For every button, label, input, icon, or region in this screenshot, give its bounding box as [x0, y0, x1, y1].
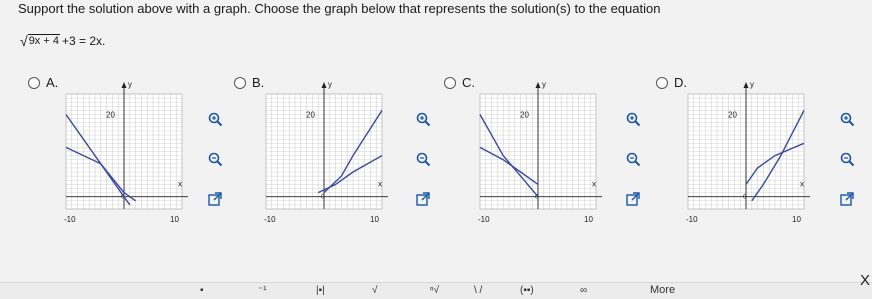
- bottom-toolbar: [0, 282, 872, 299]
- more-button[interactable]: More: [650, 284, 676, 296]
- option-label-c: C.: [462, 75, 475, 90]
- radicand: 9x + 4: [28, 35, 59, 47]
- graph-tools-b: [414, 110, 432, 208]
- zoom-in-icon[interactable]: [624, 110, 642, 128]
- y-axis-arrow-icon: [122, 82, 127, 88]
- x-tick-min-label: -10: [686, 215, 698, 224]
- popout-icon[interactable]: [838, 190, 856, 208]
- zoom-in-icon[interactable]: [838, 110, 856, 128]
- y-tick-label: 20: [306, 110, 315, 120]
- radio-c[interactable]: [444, 77, 456, 89]
- graph-a: [62, 80, 192, 234]
- option-label-d: D.: [674, 75, 687, 90]
- option-b[interactable]: [234, 75, 264, 90]
- zoom-out-icon[interactable]: [624, 150, 642, 168]
- zoom-out-icon[interactable]: [414, 150, 432, 168]
- math-tool-8[interactable]: ∞: [580, 285, 588, 296]
- origin-label: 0: [743, 194, 747, 201]
- x-axis-label: x: [178, 179, 182, 189]
- y-axis-arrow-icon: [536, 82, 541, 88]
- x-axis-label: x: [592, 179, 596, 189]
- origin-label: 0: [121, 194, 125, 201]
- y-axis-arrow-icon: [744, 82, 749, 88]
- y-axis-label: y: [750, 80, 754, 89]
- popout-icon[interactable]: [414, 190, 432, 208]
- math-tool-7[interactable]: (▪▪): [520, 285, 534, 296]
- graph-c: [476, 80, 606, 234]
- x-tick-max-label: 10: [584, 215, 593, 224]
- y-axis-label: y: [542, 80, 546, 89]
- math-tool-2[interactable]: ⁻¹: [258, 285, 267, 296]
- popout-icon[interactable]: [624, 190, 642, 208]
- x-tick-min-label: -10: [478, 215, 490, 224]
- option-a[interactable]: [28, 75, 58, 90]
- math-tool-1[interactable]: ▪: [200, 285, 204, 296]
- zoom-in-icon[interactable]: [206, 110, 224, 128]
- origin-label: 0: [535, 194, 539, 201]
- popout-icon[interactable]: [206, 190, 224, 208]
- x-tick-min-label: -10: [264, 215, 276, 224]
- graph-tools-d: [838, 110, 856, 208]
- x-axis-label: x: [800, 179, 804, 189]
- x-tick-min-label: -10: [64, 215, 76, 224]
- graph-tools-a: [206, 110, 224, 208]
- radio-b[interactable]: [234, 77, 246, 89]
- y-tick-label: 20: [106, 110, 115, 120]
- zoom-in-icon[interactable]: [414, 110, 432, 128]
- option-d[interactable]: [656, 75, 687, 90]
- y-axis-label: y: [128, 80, 132, 89]
- equation-rest: +3 = 2x.: [61, 34, 106, 48]
- graph-tools-c: [624, 110, 642, 208]
- sqrt-icon: √: [20, 33, 28, 49]
- radio-d[interactable]: [656, 77, 668, 89]
- graph-b: [262, 80, 392, 234]
- math-tool-4[interactable]: √: [372, 285, 378, 296]
- y-tick-label: 20: [520, 110, 529, 120]
- x-tick-max-label: 10: [170, 215, 179, 224]
- zoom-out-icon[interactable]: [206, 150, 224, 168]
- radio-a[interactable]: [28, 77, 40, 89]
- option-label-a: A.: [46, 75, 59, 90]
- y-tick-label: 20: [728, 110, 737, 120]
- x-tick-max-label: 10: [370, 215, 379, 224]
- radical: [20, 34, 60, 48]
- x-tick-max-label: 10: [792, 215, 801, 224]
- zoom-out-icon[interactable]: [838, 150, 856, 168]
- equation: [20, 34, 105, 48]
- graph-d: [684, 80, 814, 234]
- y-axis-arrow-icon: [322, 82, 327, 88]
- question-text: Support the solution above with a graph. Choose the graph below that represents the solution(s) to the equation: [18, 1, 661, 16]
- option-label-b: B.: [252, 75, 265, 90]
- math-tool-6[interactable]: \ /: [474, 285, 483, 296]
- origin-label: 0: [321, 194, 325, 201]
- close-icon[interactable]: X: [860, 272, 871, 289]
- option-c[interactable]: [444, 75, 475, 90]
- math-tool-5[interactable]: ⁿ√: [430, 285, 440, 296]
- y-axis-label: y: [328, 80, 332, 89]
- x-axis-label: x: [378, 179, 382, 189]
- math-tool-3[interactable]: |▪|: [316, 285, 325, 296]
